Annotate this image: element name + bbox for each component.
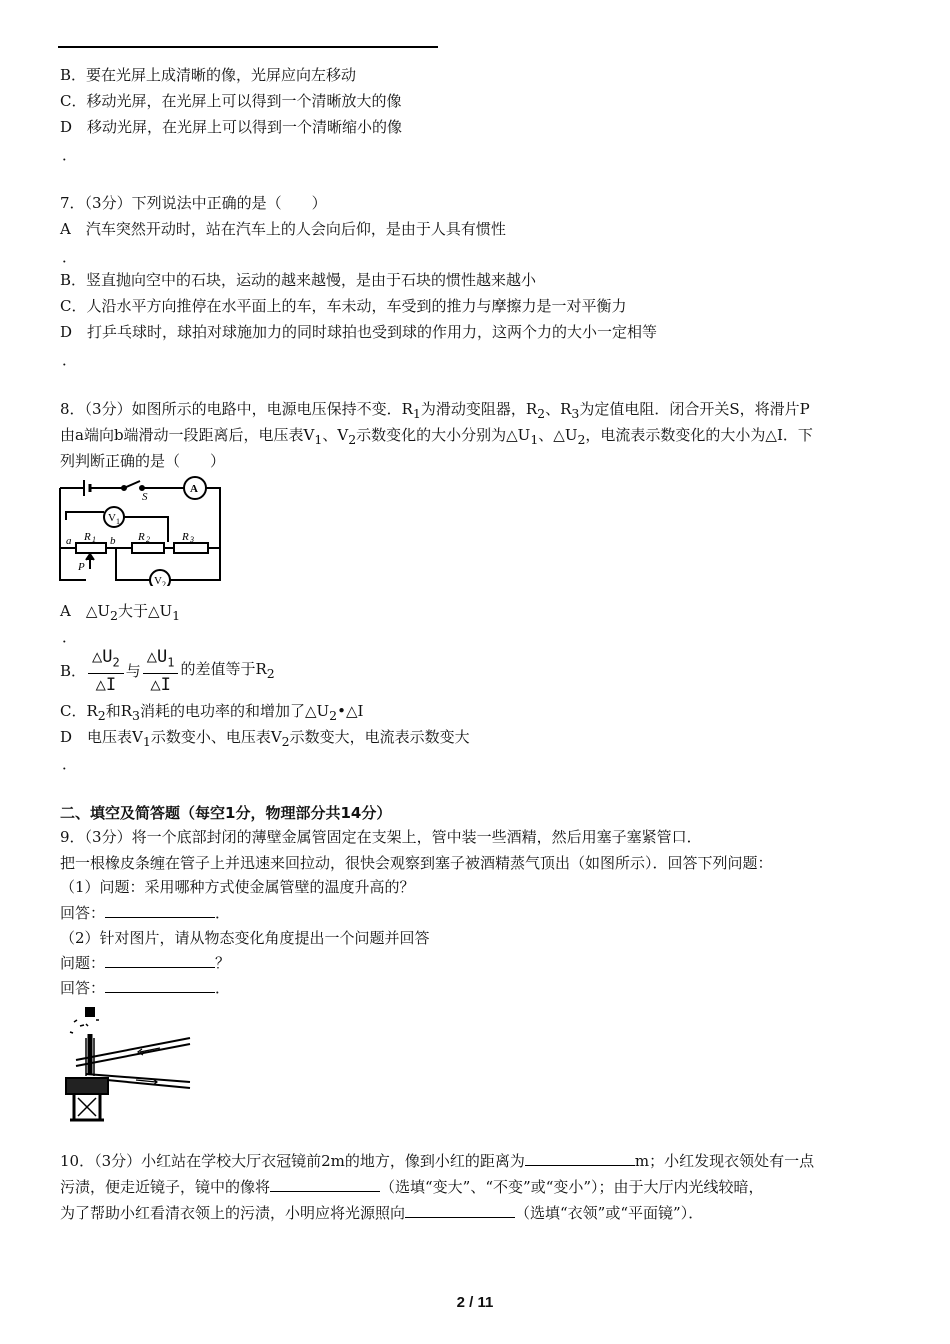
- svg-text:V: V: [108, 512, 116, 524]
- q9-stem-line1: 9．（3分）将一个底部封闭的薄壁金属管固定在支架上，管中装一些酒精，然后用塞子塞紧管口．: [60, 828, 702, 846]
- q8-option-a: A $\triangle U_2$大于$\triangle U_1$: [60, 602, 181, 623]
- q9-question: 问题： ？: [60, 954, 231, 972]
- svg-text:R: R: [182, 531, 189, 543]
- svg-text:V: V: [154, 575, 162, 586]
- svg-text:2: 2: [162, 580, 166, 586]
- section-2-title: 二、填空及简答题（每空1分，物理部分共14分）: [60, 804, 392, 822]
- q8-dot-a: ．: [62, 628, 78, 646]
- q9-stem-line2: 把一根橡皮条缠在管子上并迅速来回拉动，很快会观察到塞子被酒精蒸气顶出（如图所示）．回答下列问题：: [60, 854, 773, 872]
- switch-icon: [124, 481, 140, 488]
- page-number: 2 / 11: [456, 1294, 494, 1311]
- q8-stem-line2: 由a端向b端滑动一段距离后，电压表$V_1$、$V_2$示数变化的大小分别为$\triangle U_1$、$\triangle U_2$，电流表示数变化的大小为△I．下: [60, 426, 813, 447]
- answer-blank[interactable]: [105, 903, 215, 918]
- q8-option-c: C．$R_2$和$R_3$消耗的电功率的和增加了$\triangle U_2•\triangle I$: [60, 702, 364, 723]
- svg-text:S: S: [142, 491, 148, 503]
- top-rule: [58, 46, 438, 48]
- answer-blank[interactable]: [405, 1203, 515, 1218]
- q7-dot-a: ．: [62, 248, 78, 266]
- metal-tube-illustration: [56, 1004, 196, 1128]
- circuit-diagram: [56, 474, 226, 586]
- q8-dot-d: ．: [62, 755, 78, 773]
- q9-part1: （1）问题：采用哪种方式使金属管壁的温度升高的？: [60, 878, 415, 896]
- fraction-du1-di: $\frac{\triangle U_1}{\triangle I}$: [143, 646, 179, 696]
- q8-option-b: B． $\frac{\triangle U_2}{\triangle I}$ 与 $\frac{\triangle U_1}{\triangle I}$ 的差值等于$R_2$: [60, 647, 275, 696]
- resistor-r3: [174, 543, 208, 553]
- q7-option-d: D 打乒乓球时，球拍对球施加力的同时球拍也受到球的作用力，这两个力的大小一定相等: [60, 323, 658, 341]
- q8-stem-line1: 8．（3分）如图所示的电路中，电源电压保持不变．$R_1$为滑动变阻器，$R_2$、$R_3$为定值电阻．闭合开关S，将滑片P: [60, 400, 810, 421]
- resistor-r2: [132, 543, 164, 553]
- q7-dot-d: ．: [62, 351, 78, 369]
- svg-text:P: P: [78, 561, 85, 573]
- svg-text:1: 1: [116, 517, 120, 526]
- q8-option-d: D 电压表$V_1$示数变小、电压表$V_2$示数变大，电流表示数变大: [60, 728, 470, 749]
- svg-text:1: 1: [92, 535, 96, 544]
- svg-text:3: 3: [190, 535, 194, 544]
- q10-line3: 为了帮助小红看清衣领上的污渍，小明应将光源照向 （选填“衣领”或“平面镜”）．: [60, 1204, 704, 1222]
- svg-text:2: 2: [146, 535, 150, 544]
- answer-blank[interactable]: [105, 978, 215, 993]
- resistor-r1: [76, 543, 106, 553]
- q7-option-a: A 汽车突然开动时，站在汽车上的人会向后仰，是由于人具有惯性: [60, 220, 506, 238]
- answer-blank[interactable]: [270, 1177, 380, 1192]
- cork-icon: [86, 1008, 94, 1016]
- svg-text:R: R: [138, 531, 145, 543]
- q7-stem: 7．（3分）下列说法中正确的是（ ）: [60, 194, 327, 212]
- q7-option-b: B．竖直抛向空中的石块，运动的越来越慢，是由于石块的惯性越来越小: [60, 271, 537, 289]
- q6-option-d: D 移动光屏，在光屏上可以得到一个清晰缩小的像: [60, 118, 403, 136]
- q9-answer1: 回答： ．: [60, 904, 231, 922]
- q10-line2: 污渍，便走近镜子，镜中的像将 （选填“变大”、“不变”或“变小”）；由于大厅内光线较暗，: [60, 1178, 764, 1196]
- question-blank[interactable]: [105, 953, 215, 968]
- q10-line1: 10．（3分）小红站在学校大厅衣冠镜前2m的地方，像到小红的距离为 m；小红发现衣领处有一点: [60, 1152, 815, 1170]
- q8-stem-line3: 列判断正确的是（ ）: [60, 452, 226, 470]
- q6-option-b: B．要在光屏上成清晰的像，光屏应向左移动: [60, 66, 357, 84]
- svg-text:a: a: [66, 535, 72, 547]
- q6-option-c: C．移动光屏，在光屏上可以得到一个清晰放大的像: [60, 92, 402, 110]
- svg-text:R: R: [84, 531, 91, 543]
- answer-blank[interactable]: [525, 1151, 635, 1166]
- q6-dot: ．: [62, 146, 78, 164]
- svg-text:A: A: [190, 483, 198, 495]
- q9-part2: （2）针对图片，请从物态变化角度提出一个问题并回答: [60, 929, 430, 947]
- q7-option-c: C．人沿水平方向推停在水平面上的车，车未动，车受到的推力与摩擦力是一对平衡力: [60, 297, 627, 315]
- fraction-du2-di: $\frac{\triangle U_2}{\triangle I}$: [88, 646, 124, 696]
- q9-answer2: 回答： ．: [60, 979, 231, 997]
- svg-text:b: b: [110, 535, 116, 547]
